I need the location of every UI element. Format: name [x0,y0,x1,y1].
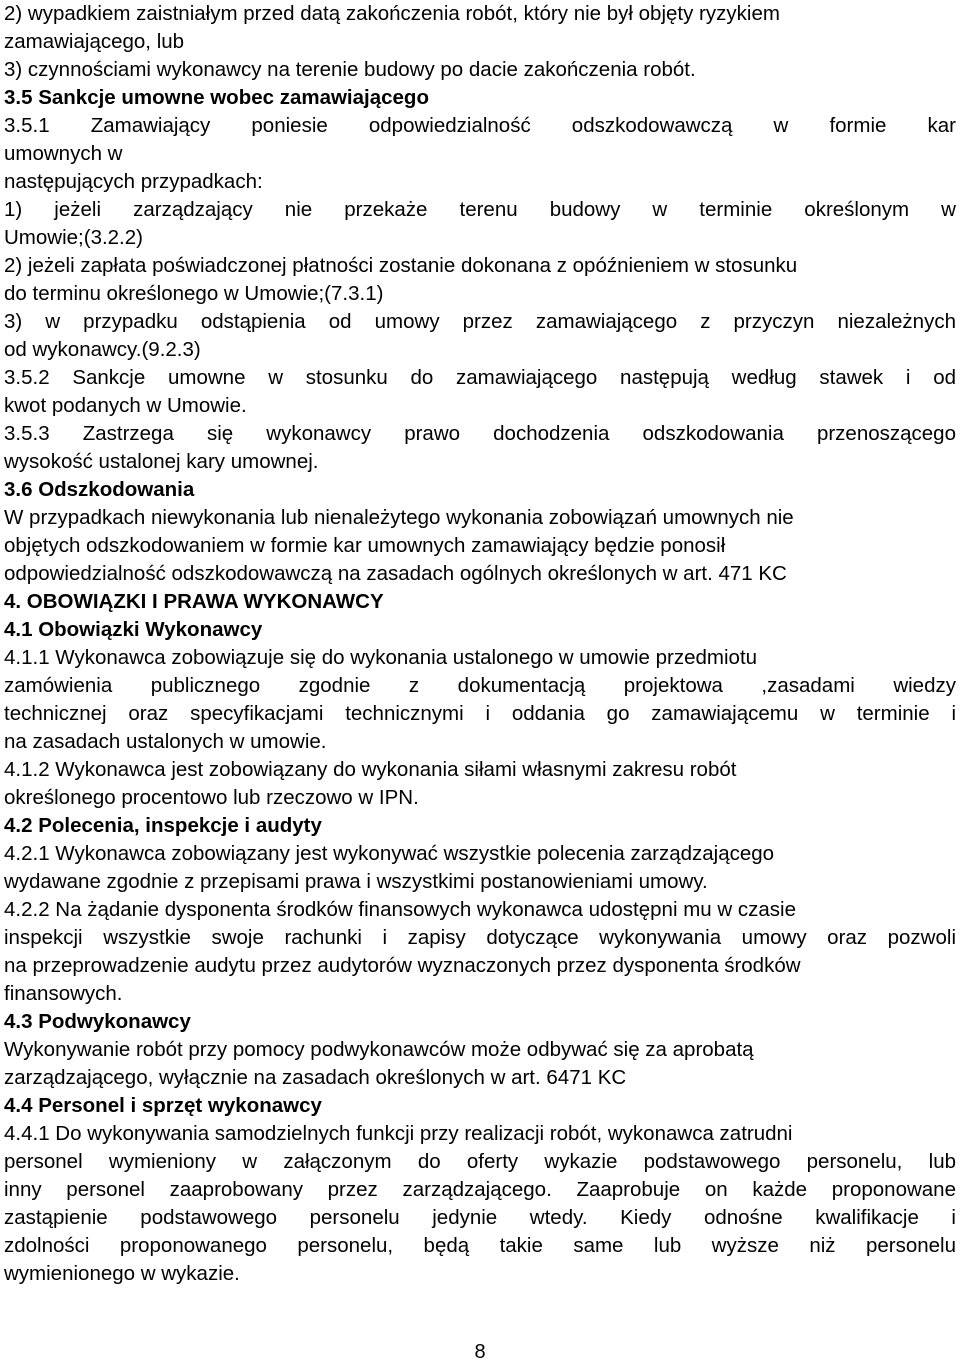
text-line: 2) wypadkiem zaistniałym przed datą zakończenia robót, który nie był objęty ryzykiem [4,2,780,25]
text-line: odpowiedzialność odszkodowawczą na zasadach ogólnych określonych w art. 471 KC [4,562,787,585]
text-line: W przypadkach niewykonania lub nienależytego wykonania zobowiązań umownych nie [4,506,794,529]
text-line: 3) czynnościami wykonawcy na terenie budowy po dacie zakończenia robót. [4,58,696,81]
text-line: 3.5.3 Zastrzega się wykonawcy prawo dochodzenia odszkodowania przenoszącego [4,422,956,445]
text-line: zdolności proponowanego personelu, będą takie same lub wyższe niż personelu [4,1234,956,1257]
text-line: 4.1.2 Wykonawca jest zobowiązany do wykonania siłami własnymi zakresu robót [4,758,737,781]
text-line: 1) jeżeli zarządzający nie przekaże terenu budowy w terminie określonym w [4,198,956,221]
text-line: wymienionego w wykazie. [4,1262,240,1285]
text-line: umownych w [4,142,123,165]
section-heading: 4.4 Personel i sprzęt wykonawcy [4,1094,322,1117]
section-heading: 3.6 Odszkodowania [4,478,195,501]
text-line: na przeprowadzenie audytu przez audytorów wyznaczonych przez dysponenta środków [4,954,801,977]
section-heading: 4.2 Polecenia, inspekcje i audyty [4,814,322,837]
page-number: 8 [474,1341,486,1363]
text-line: 4.4.1 Do wykonywania samodzielnych funkcji przy realizacji robót, wykonawca zatrudni [4,1122,793,1145]
text-line: Umowie;(3.2.2) [4,226,143,249]
text-line: 4.1.1 Wykonawca zobowiązuje się do wykonania ustalonego w umowie przedmiotu [4,646,758,669]
text-line: wydawane zgodnie z przepisami prawa i wszystkimi postanowieniami umowy. [4,870,708,893]
text-line: finansowych. [4,982,123,1005]
text-line: zamówienia publicznego zgodnie z dokumentacją projektowa ,zasadami wiedzy [4,674,956,697]
text-line: do terminu określonego w Umowie;(7.3.1) [4,282,384,305]
text-line: określonego procentowo lub rzeczowo w IPN. [4,786,419,809]
text-line: zamawiającego, lub [4,30,185,53]
text-line: zarządzającego, wyłącznie na zasadach określonych w art. 6471 KC [4,1066,627,1089]
text-line: objętych odszkodowaniem w formie kar umownych zamawiający będzie ponosił [4,534,726,557]
text-line: od wykonawcy.(9.2.3) [4,338,201,361]
text-line: na zasadach ustalonych w umowie. [4,730,327,753]
text-line: wysokość ustalonej kary umownej. [4,450,319,473]
section-heading: 4. OBOWIĄZKI I PRAWA WYKONAWCY [4,590,384,613]
text-line: 2) jeżeli zapłata poświadczonej płatności zostanie dokonana z opóźnieniem w stosunku [4,254,798,277]
text-line: 4.2.1 Wykonawca zobowiązany jest wykonywać wszystkie polecenia zarządzającego [4,842,775,865]
text-line: 3.5.2 Sankcje umowne w stosunku do zamawiającego następują według stawek i od [4,366,956,389]
text-line: inny personel zaaprobowany przez zarządzającego. Zaaprobuje on każde proponowane [4,1178,956,1201]
section-heading: 3.5 Sankcje umowne wobec zamawiającego [4,86,429,109]
text-line: 3) w przypadku odstąpienia od umowy przez zamawiającego z przyczyn niezależnych [4,310,956,333]
text-line: Wykonywanie robót przy pomocy podwykonawców może odbywać się za aprobatą [4,1038,754,1061]
text-line: 3.5.1 Zamawiający poniesie odpowiedzialność odszkodowawczą w formie kar [4,114,956,137]
section-heading: 4.1 Obowiązki Wykonawcy [4,618,263,641]
section-heading: 4.3 Podwykonawcy [4,1010,191,1033]
text-line: 4.2.2 Na żądanie dysponenta środków finansowych wykonawca udostępni mu w czasie [4,898,796,921]
text-line: następujących przypadkach: [4,170,263,193]
text-line: zastąpienie podstawowego personelu jedynie wtedy. Kiedy odnośne kwalifikacje i [4,1206,956,1229]
text-line: personel wymieniony w załączonym do oferty wykazie podstawowego personelu, lub [4,1150,956,1173]
text-line: technicznej oraz specyfikacjami technicznymi i oddania go zamawiającemu w terminie i [4,702,956,725]
text-line: kwot podanych w Umowie. [4,394,247,417]
text-line: inspekcji wszystkie swoje rachunki i zapisy dotyczące wykonywania umowy oraz pozwoli [4,926,956,949]
